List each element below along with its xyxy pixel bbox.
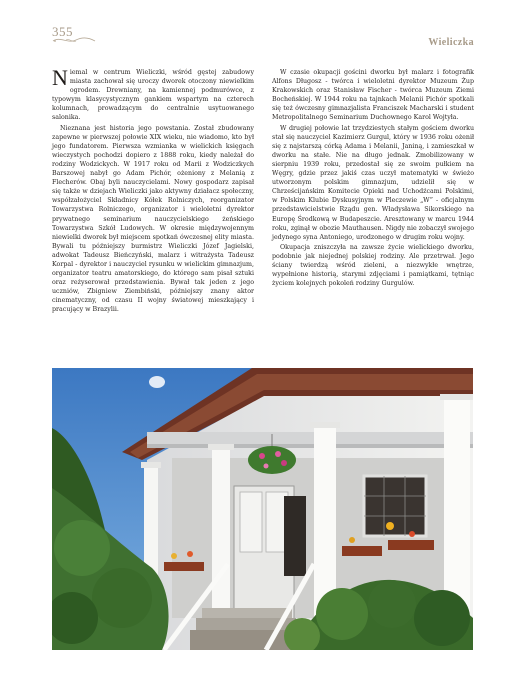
- paragraph: Okupacja zniszczyła na zawsze życie wielickiego dworku, podobnie jak niejednej polskiej rodziny. Ale przetrwał. Jego ściany twierdzą wśród zieleni, a niezwykłe wnętrze, wypełnione historią, starymi zdjęciami i pamiątkami, tętniąc życiem kolejnych pokoleń rodziny Gurgulów.: [272, 243, 474, 288]
- running-title: Wieliczka: [428, 37, 474, 48]
- drop-cap: N: [52, 65, 68, 90]
- text-column-left: [52, 65, 254, 316]
- page-header: [0, 0, 525, 50]
- window: [364, 476, 426, 536]
- manor-house-photo: [52, 368, 473, 650]
- paragraph: Nieznana jest historia jego powstania. Został zbudowany zapewne w pierwszej połowie XIX wieku, nie wiadomo, kto był jego fundatorem. Pierwsza wzmianka w wielickich księgach wieczystych pochodzi dopiero z 1888 roku, kiedy należał do rodziny Wodzickych. W 1917 roku od Marii z Wodziczkych Barszowej nabył go Adam Pichór, ożeniony z Melanią z Flecherów. Obaj byli nauczycielami. Nowy gospodarz zapisał się także w dziejach Wieliczki jako aktywny działacz społeczny, współzałożyciel Składnicy Kółek Rolniczych, reorganizator Towarzystwa Rolniczego, organizator i wieloletni dyrektor prywatnego seminarium nauczycielskiego żeńskiego Towarzystwa Szkół Ludowych. W okresie międzywojennym niewielki dworek był miejscem spotkań ówczesnej elity miasta. Bywali tu późniejszy burmistrz Wieliczki Józef Jagielski, adwokat Tadeusz Bieńczyński, malarz i witrażysta Tadeusz Korpal - dyrektor i nauczyciel rysunku w wielickim gimnazjum, organizator teatru amatorskiego, do którego sam pisał sztuki oraz reżyserował przedstawienia. Bywał tak jeden z jego uczniów, Zbigniew Ziembiński, późniejszy znany aktor cinematyczny, od czasu II wojny światowej mieszkający i pracujący w Brazylii.: [52, 124, 254, 314]
- page-number: 355: [52, 24, 73, 39]
- paragraph: Niemal w centrum Wieliczki, wśród gęstej zabudowy miasta zachował się uroczy dworek otoczony niewielkim ogrodem. Drewniany, na kamiennej podmurówce, z typowym klasycystycznym gankiem wspartym na czterech kolumnach, prowadzącym do centralnie usytuowanego salonika.: [52, 65, 254, 122]
- text-column-right: [272, 68, 474, 289]
- flourish-ornament-icon: [52, 35, 96, 45]
- paragraph: W drugiej połowie lat trzydziestych stałym gościem dworku stał się nauczyciel Kazimierz Gurgul, który w 1936 roku ożenił się z najstarszą córką Adama i Melanii, Janiną, i zamieszkał w dworku na stałe. Nie na długo jednak. Zmobilizowany w sierpniu 1939 roku, przedostał się ze swoim pułkiem na Węgry, gdzie przez jakiś czas uczył matematyki w świeżo utworzonym polskim gimnazjum, udzielił się w Chrześcijańskim Komitecie Opieki nad Uchodźcami Polskimi, w Polskim Klubie Dyskusyjnym w Pleczewie „W” - oficjalnym przedstawicielstwie Rządu gen. Władysława Sikorskiego na Europę Środkową w Budapeszcie. Aresztowany w marcu 1944 roku, zginął w obozie Mauthausen. Nigdy nie zobaczył swojego jedynego syna Antoniego, urodzonego w drugim roku wojny.: [272, 124, 474, 241]
- paragraph: W czasie okupacji gościni dworku był malarz i fotografik Alfons Długosz - twórca i wieloletni dyrektor Muzeum Żup Krakowskich oraz Stanisław Fischer - twórca Muzeum Ziemi Bocheńskiej. W 1944 roku na tajnkach Melanii Pichór spotkali się też ówczesny gimnazjalista Franciszek Macharski i student Metropolitalnego Seminarium Duchownego Karol Wojtyła.: [272, 69, 474, 122]
